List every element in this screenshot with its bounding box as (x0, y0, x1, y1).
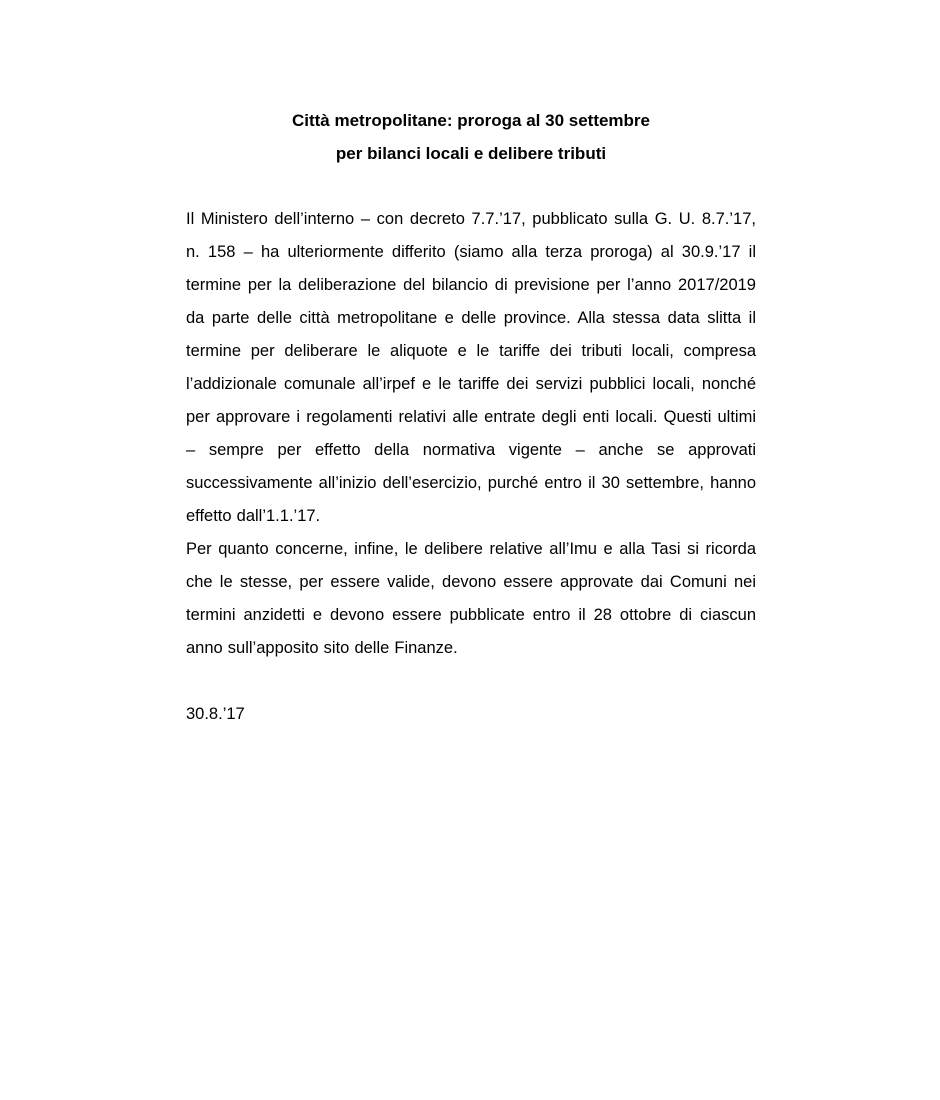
body-paragraph-1: Il Ministero dell’interno – con decreto 7.7.’17, pubblicato sulla G. U. 8.7.’17, n. 158 – ha ulteriormente differito (siamo alla terza proroga) al 30.9.’17 il termine per la deliberazione del bilancio di previsione per l’anno 2017/2019 da parte delle città metropolitane e delle province. Alla stessa data slitta il termine per deliberare le aliquote e le tariffe dei tributi locali, compresa l’addizionale comunale all’irpef e le tariffe dei servizi pubblici locali, nonché per approvare i regolamenti relativi alle entrate degli enti locali. Questi ultimi – sempre per effetto della normativa vigente – anche se approvati successivamente all’inizio dell’esercizio, purché entro il 30 settembre, hanno effetto dall’1.1.’17. (186, 210, 756, 525)
document-title-line-2: per bilanci locali e delibere tributi (335, 144, 607, 163)
body-paragraph-2: Per quanto concerne, infine, le delibere relative all’Imu e alla Tasi si ricorda che le stesse, per essere valide, devono essere approvate dai Comuni nei termini anzidetti e devono essere pubblicate entro il 28 ottobre di ciascun anno sull’apposito sito delle Finanze. (186, 540, 756, 657)
document-title (186, 104, 756, 170)
document-date: 30.8.’17 (186, 705, 245, 723)
document-title-line-1: Città metropolitane: proroga al 30 settembre (291, 111, 651, 130)
text-column (186, 104, 756, 731)
